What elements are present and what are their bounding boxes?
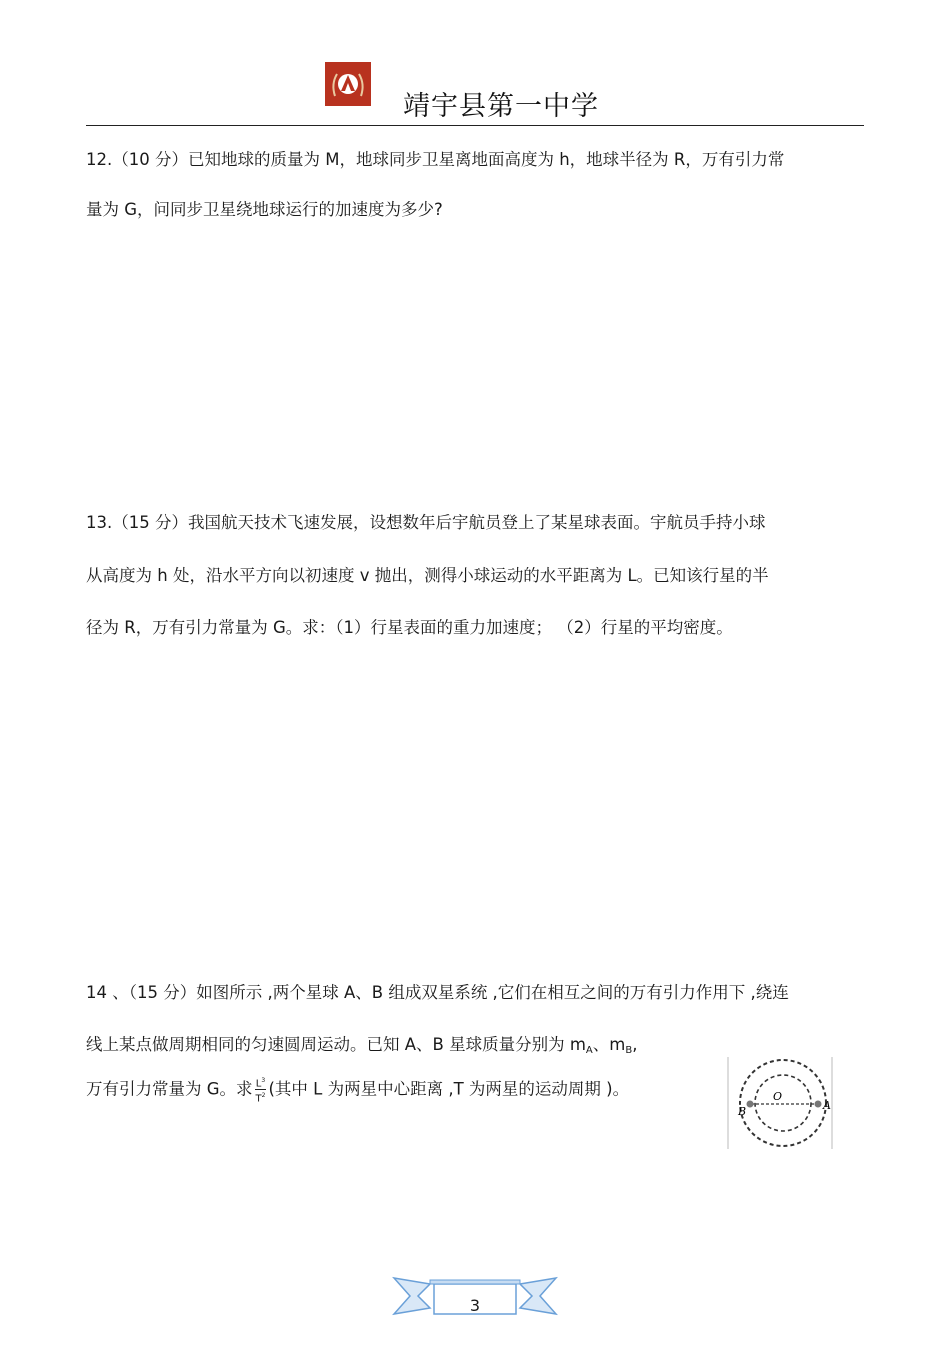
school-logo xyxy=(325,62,371,106)
question-14-line-2: 线上某点做周期相同的匀速圆周运动。已知 A、B 星球质量分别为 $m_A$、$m_B$, xyxy=(86,1035,638,1056)
question-12-line-2: 量为 G，问同步卫星绕地球运行的加速度为多少? xyxy=(86,200,443,219)
question-13-line-1: 13.（15 分）我国航天技术飞速发展，设想数年后宇航员登上了某星球表面。宇航员手持小球 xyxy=(86,513,766,532)
star-b xyxy=(747,1101,754,1108)
label-a: A xyxy=(823,1099,831,1112)
question-13-line-2: 从高度为 h 处，沿水平方向以初速度 v 抛出，测得小球运动的水平距离为 L。已知该行星的半 xyxy=(86,566,769,585)
question-12-line-1: 12.（10 分）已知地球的质量为 M，地球同步卫星离地面高度为 h，地球半径为 R，万有引力常 xyxy=(86,150,785,169)
header-rule xyxy=(86,125,864,126)
question-14-line-3: 万有引力常量为 G。求 $\frac{L^3}{T^2}$ (其中 L 为两星中心距离 ,T 为两星的运动周期 )。 xyxy=(86,1077,630,1105)
label-o: O xyxy=(773,1090,783,1103)
binary-star-figure xyxy=(727,1057,833,1149)
school-name: 靖宇县第一中学 xyxy=(403,91,599,122)
l3-over-t2-fraction: $\frac{L^3}{T^2}$ xyxy=(255,1077,266,1105)
star-a xyxy=(815,1101,822,1108)
question-14-line-1: 14 、（15 分）如图所示 ,两个星球 A、B 组成双星系统 ,它们在相互之间的万有引力作用下 ,绕连 xyxy=(86,983,789,1002)
question-13-line-3: 径为 R，万有引力常量为 G。求：（1）行星表面的重力加速度； （2）行星的平均密度。 xyxy=(86,618,733,637)
page-number: 3 xyxy=(469,1296,481,1315)
label-b: B xyxy=(738,1105,747,1118)
